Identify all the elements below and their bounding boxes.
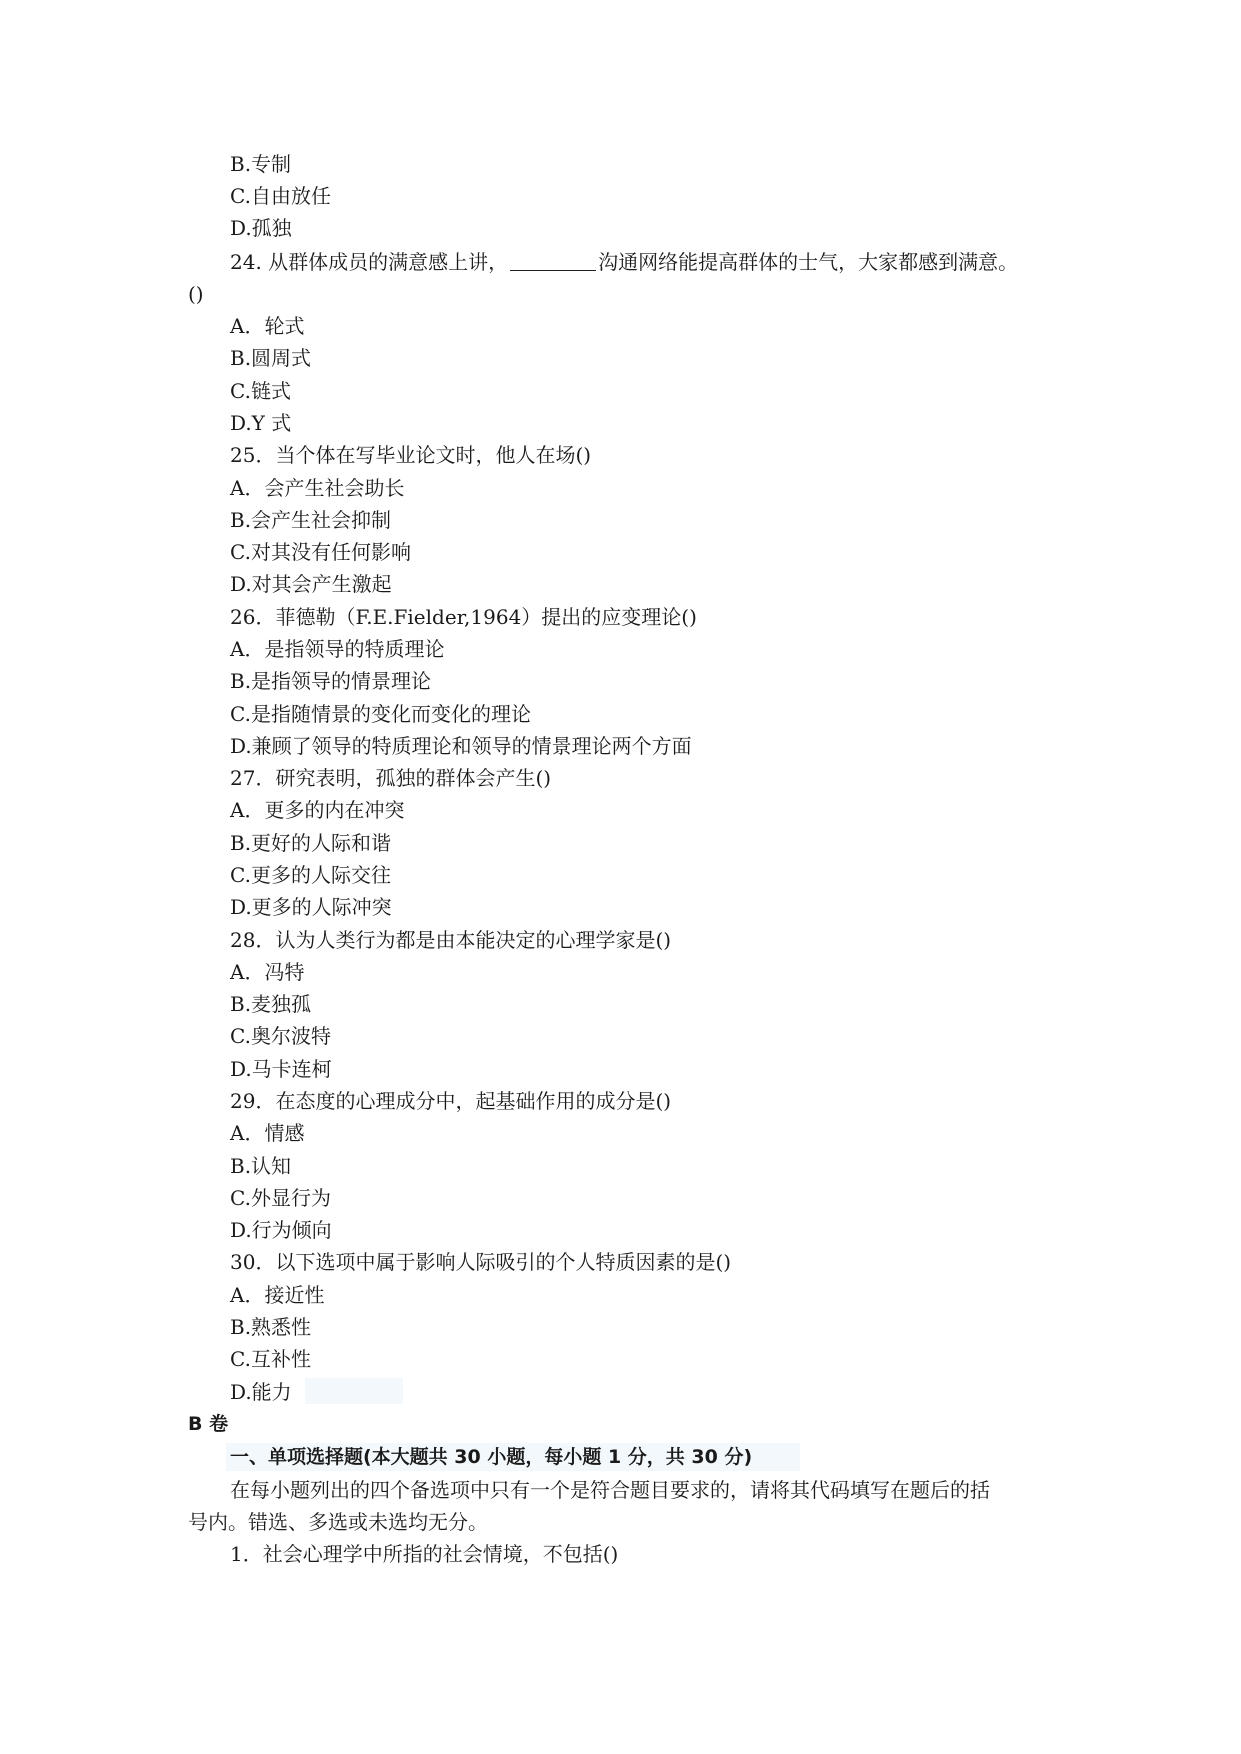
q27-option-c: C.更多的人际交往 bbox=[230, 863, 391, 887]
q29-option-d: D.行为倾向 bbox=[230, 1218, 332, 1242]
q29-option-a: A．情感 bbox=[230, 1121, 305, 1145]
q27-option-d: D.更多的人际冲突 bbox=[230, 895, 392, 919]
instructions-line-2: 号内。错选、多选或未选均无分。 bbox=[188, 1510, 488, 1534]
q30-option-d: D.能力 bbox=[230, 1380, 292, 1404]
q24-option-c: C.链式 bbox=[230, 379, 291, 403]
q27-stem: 27．研究表明，孤独的群体会产生() bbox=[230, 766, 552, 790]
q26-stem: 26．菲德勒（F.E.Fielder,1964）提出的应变理论() bbox=[230, 605, 697, 629]
q24-option-d: D.Y 式 bbox=[230, 411, 292, 435]
q25-option-d: D.对其会产生激起 bbox=[230, 572, 392, 596]
q29-stem: 29．在态度的心理成分中，起基础作用的成分是() bbox=[230, 1089, 672, 1113]
q26-option-d: D.兼顾了领导的特质理论和领导的情景理论两个方面 bbox=[230, 734, 692, 758]
q25-option-c: C.对其没有任何影响 bbox=[230, 540, 411, 564]
q28-option-d: D.马卡连柯 bbox=[230, 1057, 332, 1081]
section-b-title: B 卷 bbox=[188, 1413, 229, 1435]
q24-stem-tail: () bbox=[188, 282, 204, 306]
q24-stem-before: 24. 从群体成员的满意感上讲， bbox=[230, 250, 509, 274]
q23-option-b: B.专制 bbox=[230, 152, 292, 176]
q25-option-a: A．会产生社会助长 bbox=[230, 476, 405, 500]
q24-option-a: A．轮式 bbox=[230, 314, 305, 338]
q30-option-a: A．接近性 bbox=[230, 1283, 325, 1307]
q23-option-c: C.自由放任 bbox=[230, 184, 331, 208]
q27-option-a: A．更多的内在冲突 bbox=[230, 798, 405, 822]
q30-option-b: B.熟悉性 bbox=[230, 1315, 312, 1339]
q28-stem: 28．认为人类行为都是由本能决定的心理学家是() bbox=[230, 928, 672, 952]
q28-option-a: A．冯特 bbox=[230, 960, 305, 984]
q30-option-c: C.互补性 bbox=[230, 1347, 311, 1371]
q26-option-c: C.是指随情景的变化而变化的理论 bbox=[230, 702, 531, 726]
answer-blank bbox=[510, 250, 596, 271]
instructions-line-1: 在每小题列出的四个备选项中只有一个是符合题目要求的，请将其代码填写在题后的括 bbox=[230, 1478, 990, 1502]
q24-stem-after: 沟通网络能提高群体的士气，大家都感到满意。 bbox=[598, 250, 1019, 274]
part1-title: 一、单项选择题(本大题共 30 小题，每小题 1 分，共 30 分) bbox=[230, 1446, 753, 1468]
q23-option-d: D.孤独 bbox=[230, 216, 292, 240]
q24-option-b: B.圆周式 bbox=[230, 346, 312, 370]
q25-stem: 25．当个体在写毕业论文时，他人在场() bbox=[230, 443, 592, 467]
q27-option-b: B.更好的人际和谐 bbox=[230, 831, 392, 855]
q24-stem bbox=[230, 248, 1018, 276]
q29-option-b: B.认知 bbox=[230, 1154, 292, 1178]
q30-stem: 30．以下选项中属于影响人际吸引的个人特质因素的是() bbox=[230, 1250, 732, 1274]
q29-option-c: C.外显行为 bbox=[230, 1186, 331, 1210]
q28-option-b: B.麦独孤 bbox=[230, 992, 312, 1016]
q25-option-b: B.会产生社会抑制 bbox=[230, 508, 392, 532]
q26-option-b: B.是指领导的情景理论 bbox=[230, 669, 432, 693]
q26-option-a: A．是指领导的特质理论 bbox=[230, 637, 445, 661]
q28-option-c: C.奥尔波特 bbox=[230, 1024, 331, 1048]
highlight-mark bbox=[305, 1378, 403, 1404]
b-q1-stem: 1．社会心理学中所指的社会情境，不包括() bbox=[230, 1542, 619, 1566]
